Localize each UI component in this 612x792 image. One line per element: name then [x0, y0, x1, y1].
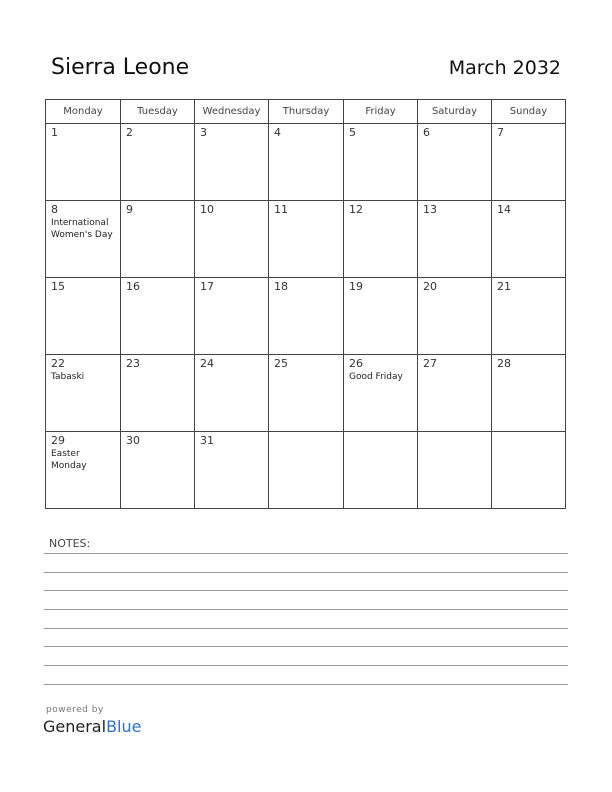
day-cell: [344, 124, 418, 201]
day-cell: [195, 432, 269, 509]
day-number: 19: [349, 280, 363, 293]
day-number: 15: [51, 280, 65, 293]
week-row: [46, 432, 566, 509]
day-number: 31: [200, 434, 214, 447]
day-cell: [344, 278, 418, 355]
day-number: 24: [200, 357, 214, 370]
day-cell: [418, 432, 492, 509]
holiday-label: Tabaski: [51, 372, 85, 382]
day-cell: [46, 355, 121, 432]
day-number: 29: [51, 434, 65, 447]
note-line: [44, 572, 568, 573]
weekday-saturday: Saturday: [418, 100, 492, 124]
powered-by-text: powered by: [46, 705, 104, 715]
day-number: 30: [126, 434, 140, 447]
day-number: 20: [423, 280, 437, 293]
day-cell: [46, 278, 121, 355]
day-number: 14: [497, 203, 511, 216]
week-row: [46, 124, 566, 201]
day-cell: [269, 432, 344, 509]
note-line: [44, 609, 568, 610]
day-number: 4: [274, 126, 281, 139]
day-number: 16: [126, 280, 140, 293]
day-cell: [418, 355, 492, 432]
day-number: 13: [423, 203, 437, 216]
day-number: 25: [274, 357, 288, 370]
day-number: 28: [497, 357, 511, 370]
weekday-thursday: Thursday: [269, 100, 344, 124]
day-cell: [46, 432, 121, 509]
day-cell: [492, 278, 566, 355]
brand-general: General: [43, 717, 107, 736]
day-number: 22: [51, 357, 65, 370]
holiday-label: Easter Monday: [51, 449, 87, 471]
day-cell: [418, 278, 492, 355]
note-line: [44, 646, 568, 647]
calendar-grid: [45, 99, 566, 509]
day-cell: [195, 278, 269, 355]
day-number: 2: [126, 126, 133, 139]
weekday-tuesday: Tuesday: [121, 100, 195, 124]
week-row: [46, 278, 566, 355]
day-cell: [344, 432, 418, 509]
day-cell: [195, 355, 269, 432]
day-number: 18: [274, 280, 288, 293]
day-number: 10: [200, 203, 214, 216]
day-cell: [121, 278, 195, 355]
weekday-header-row: [46, 100, 566, 124]
note-line: [44, 590, 568, 591]
day-number: 11: [274, 203, 288, 216]
holiday-label: Good Friday: [349, 372, 403, 382]
day-cell: [121, 124, 195, 201]
day-number: 8: [51, 203, 58, 216]
day-number: 26: [349, 357, 363, 370]
day-cell: [492, 432, 566, 509]
note-line: [44, 628, 568, 629]
brand-blue: Blue: [106, 717, 142, 736]
day-number: 23: [126, 357, 140, 370]
day-cell: [418, 201, 492, 278]
week-row: [46, 201, 566, 278]
day-cell: [269, 278, 344, 355]
day-cell: [344, 201, 418, 278]
day-cell: [121, 201, 195, 278]
day-cell: [121, 432, 195, 509]
day-cell: [46, 201, 121, 278]
day-cell: [269, 124, 344, 201]
day-cell: [195, 124, 269, 201]
day-cell: [269, 355, 344, 432]
notes-label: NOTES:: [49, 537, 91, 550]
day-number: 21: [497, 280, 511, 293]
weekday-monday: Monday: [46, 100, 121, 124]
weekday-wednesday: Wednesday: [195, 100, 269, 124]
day-cell: [492, 124, 566, 201]
day-cell: [195, 201, 269, 278]
note-line: [44, 684, 568, 685]
day-number: 7: [497, 126, 504, 139]
weekday-sunday: Sunday: [492, 100, 566, 124]
month-year-title: March 2032: [448, 57, 561, 79]
day-number: 6: [423, 126, 430, 139]
day-cell: [269, 201, 344, 278]
day-cell: [121, 355, 195, 432]
day-number: 5: [349, 126, 356, 139]
week-row: [46, 355, 566, 432]
day-number: 9: [126, 203, 133, 216]
note-line: [44, 553, 568, 554]
day-number: 12: [349, 203, 363, 216]
day-cell: [492, 355, 566, 432]
day-number: 1: [51, 126, 58, 139]
holiday-label: International Women's Day: [51, 218, 113, 240]
day-number: 27: [423, 357, 437, 370]
day-cell: [46, 124, 121, 201]
weekday-friday: Friday: [344, 100, 418, 124]
note-line: [44, 665, 568, 666]
brand-logo: [43, 717, 141, 736]
day-number: 3: [200, 126, 207, 139]
day-number: 17: [200, 280, 214, 293]
day-cell: [492, 201, 566, 278]
country-title: Sierra Leone: [51, 55, 190, 80]
day-cell: [344, 355, 418, 432]
day-cell: [418, 124, 492, 201]
